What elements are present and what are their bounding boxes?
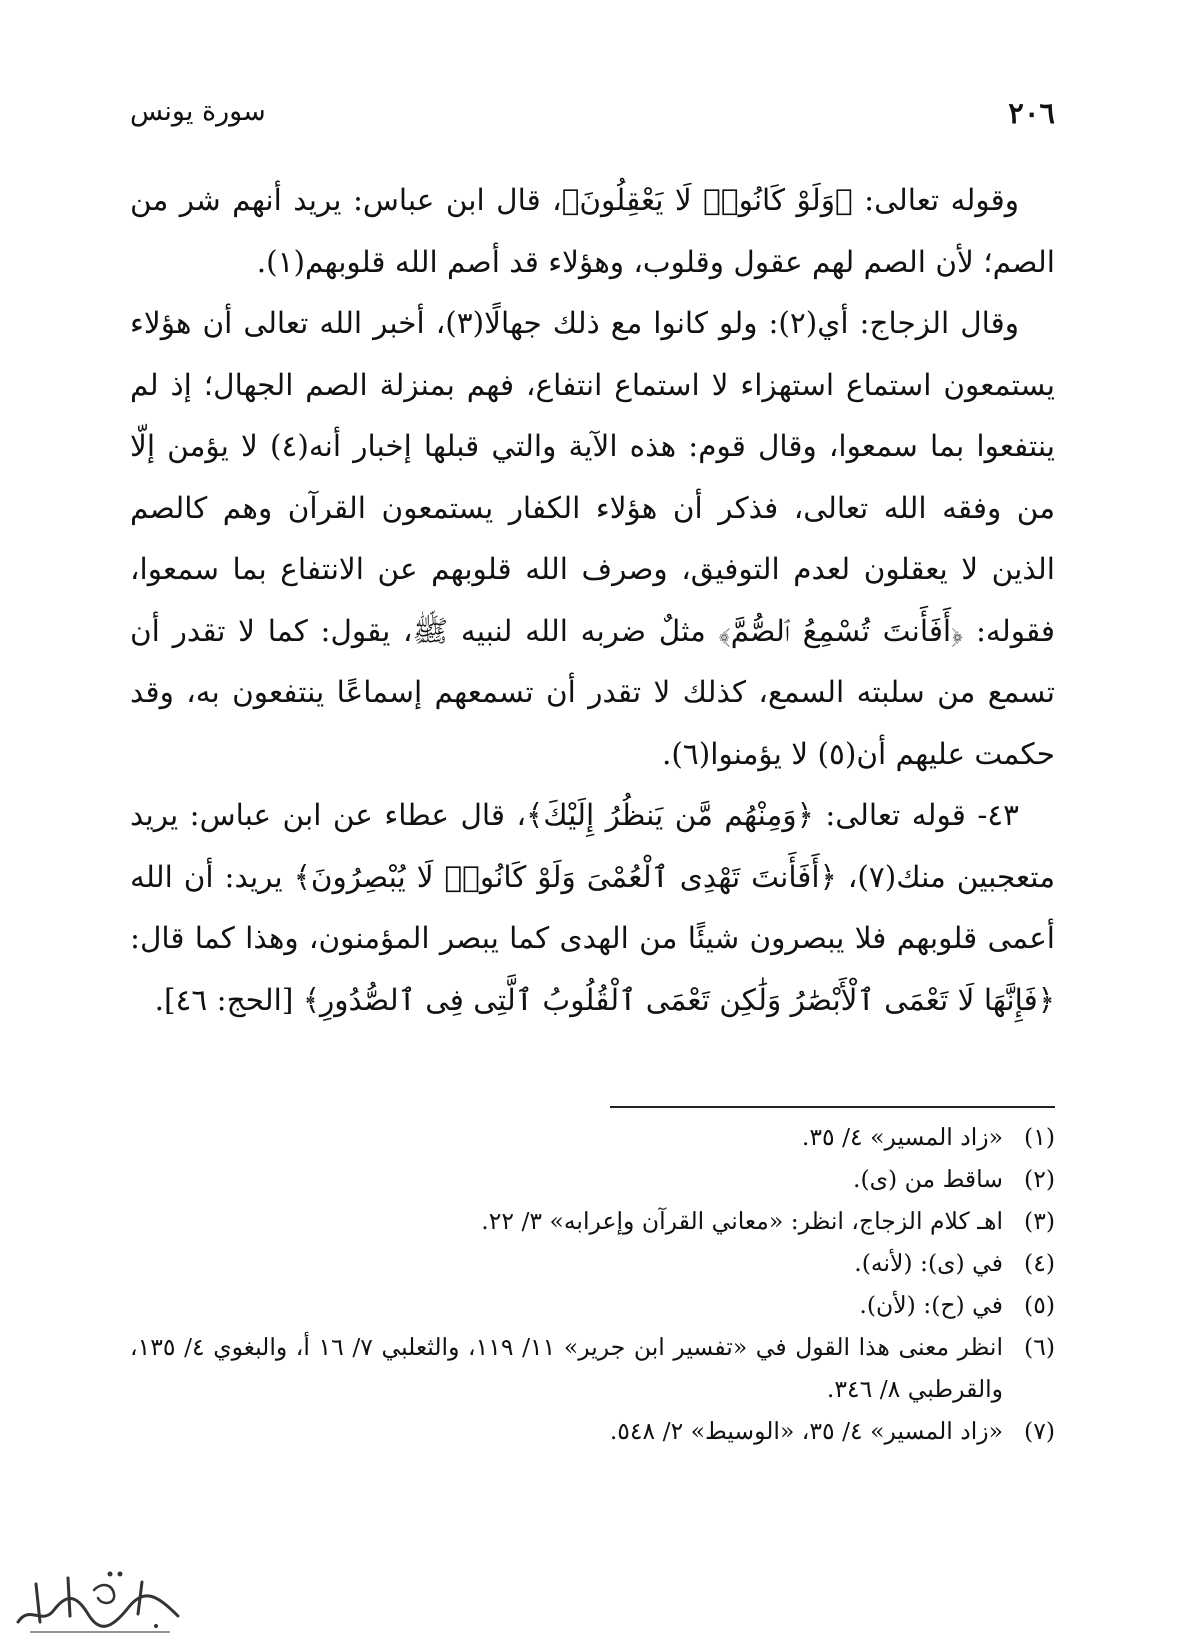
footnote	[130, 1410, 1055, 1452]
main-text	[130, 170, 1055, 1031]
running-header	[130, 96, 1055, 140]
paragraph: وقوله تعالى: ﴿وَلَوْ كَانُوا۟ لَا يَعْقِلُونَ﴾، قال ابن عباس: يريد أنهم شر من الصم؛ لأن الصم لهم عقول وقلوب، وهؤلاء قد أصم الله قلوبهم(١).	[130, 183, 1055, 279]
footnote-number: (٥)	[1024, 1291, 1055, 1319]
footnote-text: «زاد المسير» ٤/ ٣٥.	[801, 1123, 1003, 1151]
footnote-text: في (ح): (لأن).	[859, 1291, 1003, 1319]
footnote	[130, 1158, 1055, 1200]
calligraphic-logo-icon	[10, 1564, 190, 1642]
footnote-divider	[610, 1106, 1055, 1108]
surah-title: سورة يونس	[130, 96, 266, 127]
footnote-text: اهـ كلام الزجاج، انظر: «معاني القرآن وإعرابه» ٣/ ٢٢.	[481, 1207, 1003, 1235]
footnote-number: (٦)	[1024, 1333, 1055, 1361]
footnote	[130, 1326, 1055, 1410]
paragraph: وقال الزجاج: أي(٢): ولو كانوا مع ذلك جهالًا(٣)، أخبر الله تعالى أن هؤلاء يستمعون استماع استهزاء لا استماع انتفاع، فهم بمنزلة الصم الجهال؛ إذ لم ينتفعوا بما سمعوا، وقال قوم: هذه الآية والتي قبلها إخبار أنه(٤) لا يؤمن إلّا من وفقه الله تعالى، فذكر أن هؤلاء الكفار يستمعون القرآن وهم كالصم الذين لا يعقلون لعدم التوفيق، وصرف الله قلوبهم عن الانتفاع بما سمعوا، فقوله: ﴿أَفَأَنتَ تُسْمِعُ ٱلصُّمَّ﴾ مثلٌ ضربه الله لنبيه ﷺ، يقول: كما لا تقدر أن تسمع من سلبته السمع، كذلك لا تقدر أن تسمعهم إسماعًا ينتفعون به، وقد حكمت عليهم أن(٥) لا يؤمنوا(٦).	[130, 306, 1055, 771]
footnote	[130, 1242, 1055, 1284]
footnote-number: (٤)	[1024, 1249, 1055, 1277]
footnote	[130, 1284, 1055, 1326]
footnote-text: في (ى): (لأنه).	[854, 1249, 1003, 1277]
page-number: ٢٠٦	[1008, 96, 1055, 130]
footnote-text: انظر معنى هذا القول في «تفسير ابن جرير» ١١/ ١١٩، والثعلبي ٧/ ١٦ أ، والبغوي ٤/ ١٣٥، والقرطبي ٨/ ٣٤٦.	[130, 1333, 1003, 1403]
footnote	[130, 1200, 1055, 1242]
footnote-number: (٧)	[1024, 1417, 1055, 1445]
footnote	[130, 1116, 1055, 1158]
footnote-text: «زاد المسير» ٤/ ٣٥، «الوسيط» ٢/ ٥٤٨.	[609, 1417, 1003, 1445]
footnote-number: (٢)	[1024, 1165, 1055, 1193]
footnotes	[130, 1116, 1055, 1452]
footnote-text: ساقط من (ى).	[852, 1165, 1003, 1193]
footnote-number: (١)	[1024, 1123, 1055, 1151]
footnote-number: (٣)	[1024, 1207, 1055, 1235]
paragraph: ٤٣- قوله تعالى: ﴿وَمِنْهُم مَّن يَنظُرُ إِلَيْكَ﴾، قال عطاء عن ابن عباس: يريد متعجبين منك(٧)، ﴿أَفَأَنتَ تَهْدِى ٱلْعُمْىَ وَلَوْ كَانُوا۟ لَا يُبْصِرُونَ﴾ يريد: أن الله أعمى قلوبهم فلا يبصرون شيئًا من الهدى كما يبصر المؤمنون، وهذا كما قال: ﴿فَإِنَّهَا لَا تَعْمَى ٱلْأَبْصَٰرُ وَلَٰكِن تَعْمَى ٱلْقُلُوبُ ٱلَّتِى فِى ٱلصُّدُورِ﴾ [الحج: ٤٦].	[130, 798, 1055, 1017]
